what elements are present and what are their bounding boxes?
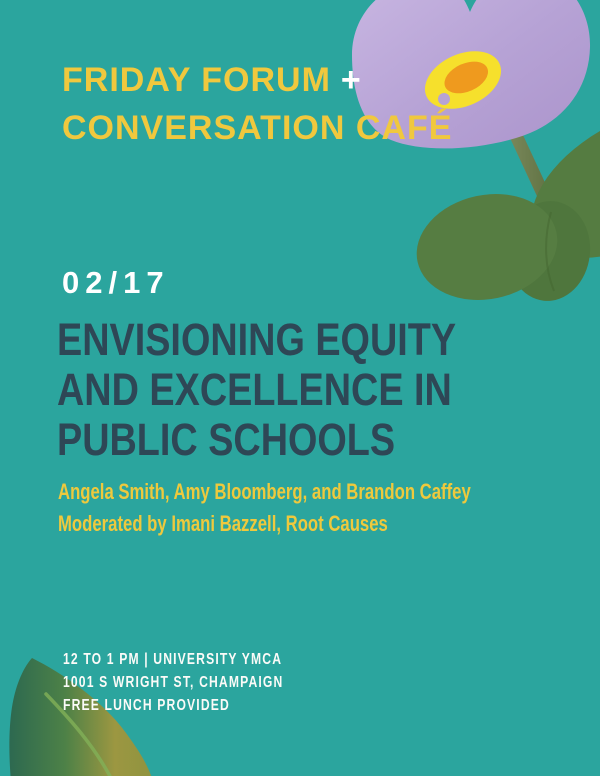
- detail-time-venue: 12 TO 1 PM | UNIVERSITY YMCA: [63, 651, 283, 668]
- detail-lunch: FREE LUNCH PROVIDED: [63, 697, 230, 714]
- series-heading: [62, 56, 452, 152]
- event-title: [57, 315, 456, 465]
- flower-illustration: [352, 0, 600, 313]
- series-heading-line-1: [62, 56, 452, 104]
- moderator-line: Moderated by Imani Bazzell, Root Causes: [58, 511, 388, 536]
- speakers-line: Angela Smith, Amy Bloomberg, and Brandon Caffey: [58, 479, 471, 504]
- speakers-block: [58, 476, 471, 540]
- plus-sign: +: [340, 61, 362, 99]
- series-heading-text: FRIDAY FORUM: [62, 61, 331, 99]
- series-heading-line-2: CONVERSATION CAFÉ: [62, 109, 453, 147]
- event-details: [63, 648, 283, 717]
- detail-address: 1001 S WRIGHT ST, CHAMPAIGN: [63, 674, 284, 691]
- event-date: 02/17: [62, 265, 170, 300]
- event-title-line-1: ENVISIONING EQUITY: [57, 314, 457, 365]
- event-title-line-2: AND EXCELLENCE IN: [57, 364, 452, 415]
- event-title-line-3: PUBLIC SCHOOLS: [57, 414, 396, 465]
